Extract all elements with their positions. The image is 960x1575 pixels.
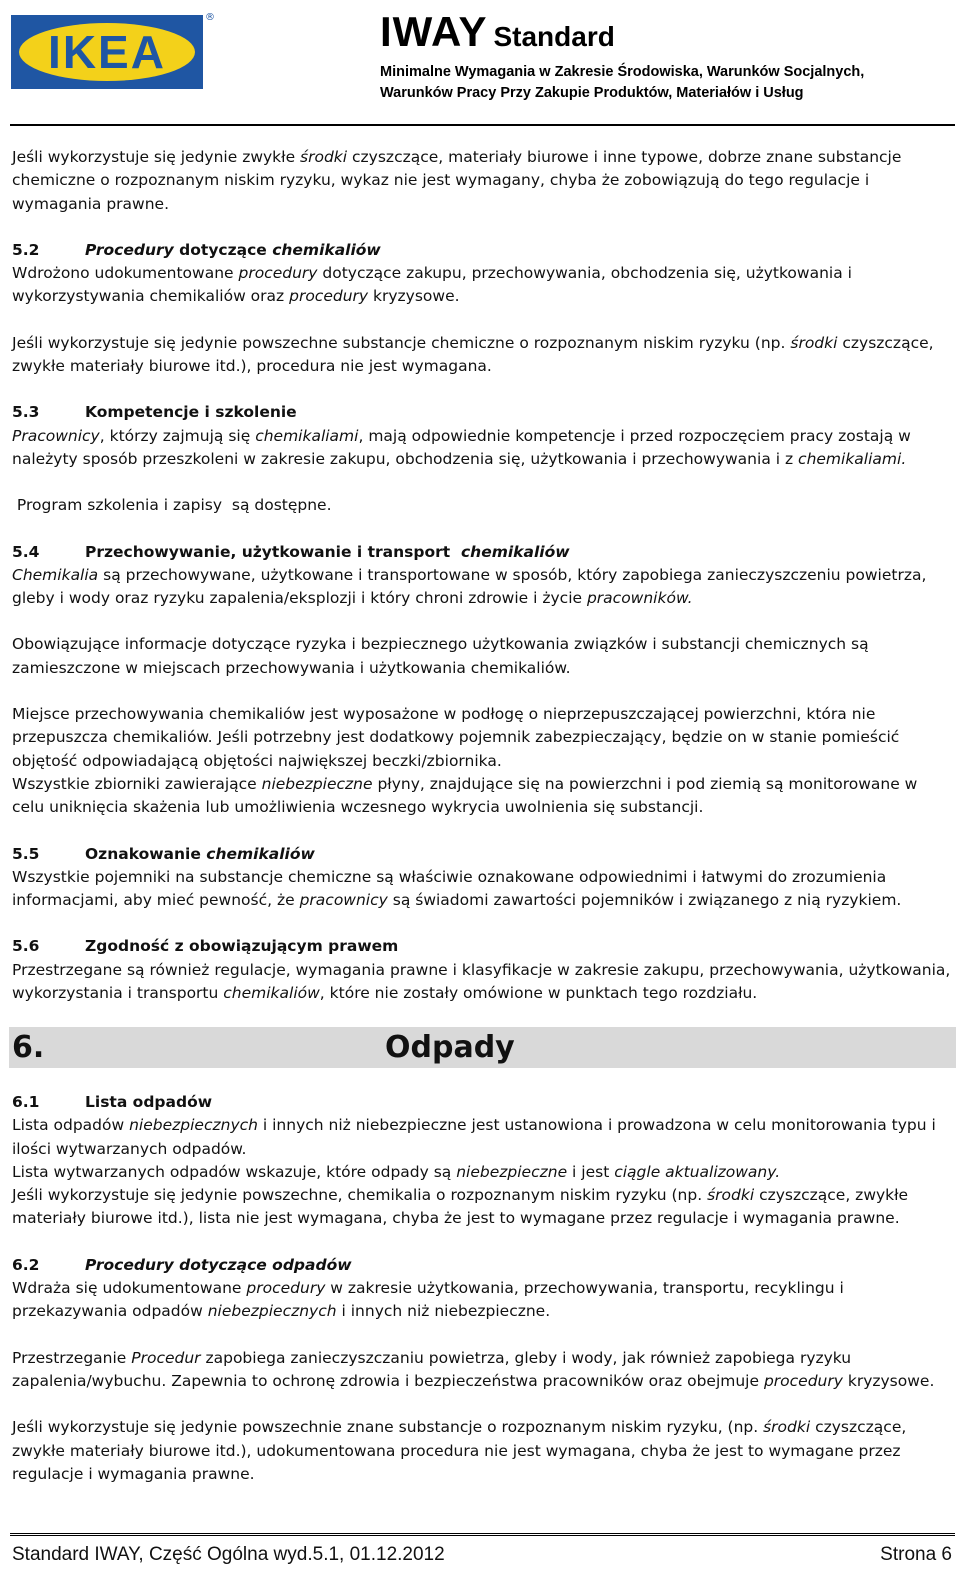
section-6-2-paragraph-2 (12, 1347, 952, 1394)
text-run: środki (790, 333, 838, 352)
text-run: , którzy zajmują się (99, 426, 256, 445)
text-run: Wszystkie pojemniki na substancje chemiczne są właściwie oznakowane odpowiednimi i łatwymi do zrozumienia informacjami, aby mieć pewność, że (12, 867, 887, 910)
text-run: Procedur (131, 1348, 201, 1367)
text-run: chemikaliami. (798, 449, 907, 468)
text-run: i innych niż niebezpieczne jest ustanowiona i prowadzona w celu monitorowania typu i ilości wytwarzanych odpadów. (12, 1116, 936, 1158)
text-run: Jeśli wykorzystuje się jedynie zwykłe (12, 148, 301, 166)
text-run: kryzysowe. (368, 287, 460, 306)
text-run: 5.3 (12, 403, 40, 422)
text-run: środki (707, 1186, 755, 1205)
text-run: chemikaliów (223, 984, 320, 1003)
paragraph-gap (12, 912, 952, 935)
registered-mark: ® (205, 12, 215, 23)
text-run: czyszczące, zwykłe materiały biurowe itd.), procedura nie jest wymagana. (12, 333, 934, 376)
footer-page-number: Strona 6 (880, 1544, 952, 1565)
text-run: dotyczące zakupu, przechowywania, obchodzenia się, użytkowania i wykorzystywania chemikaliów oraz (12, 264, 852, 306)
text-run: i jest (567, 1162, 615, 1181)
text-run: , które nie zostały omówione w punktach tego rozdziału. (319, 984, 758, 1003)
text-run: są przechowywane, użytkowane i transportowane w sposób, który zapobiega zanieczyszczeniu powietrza, gleby i wody oraz ryzyku zapalenia/eksplozji i który chroni zdrowie i życie (12, 565, 927, 608)
text-run: czyszczące, zwykłe materiały biurowe itd.), udokumentowana procedura nie jest wymagana, chyba że jest to wymagane przez regulacje i wymagania prawne. (12, 1418, 907, 1483)
text-run: procedury (763, 1371, 843, 1390)
section-5-4-paragraph-1 (12, 564, 952, 611)
subtitle-line-2: Warunków Pracy Przy Zakupie Produktów, Materiałów i Usług (380, 85, 804, 101)
text-run: Jeśli wykorzystuje się jedynie powszechne, chemikalia o rozpoznanym niskim ryzyku (np. (12, 1186, 708, 1205)
footer-document-info: Standard IWAY, Część Ogólna wyd.5.1, 01.12.2012 (12, 1544, 445, 1565)
paragraph-gap (12, 1393, 952, 1416)
document-title (380, 8, 615, 56)
text-run: 5.4 (12, 542, 40, 561)
text-run: dotyczące (173, 240, 273, 259)
text-run: Jeśli wykorzystuje się jedynie powszechne substancje chemiczne o rozpoznanym niskim ryzyku (np. (12, 333, 791, 352)
text-run: chemikaliów (272, 240, 381, 259)
section-5-2-paragraph-2 (12, 332, 952, 379)
paragraph-gap (12, 820, 952, 843)
text-run: Lista odpadów (85, 1093, 213, 1111)
header-divider (10, 124, 955, 126)
text-run: Pracownicy (12, 426, 100, 445)
text-run: , mają odpowiednie kompetencje i przed rozpoczęciem pracy zostają w należyty sposób przeszkoleni w zakresie zakupu, obchodzenia się, użytkowania i przechowywania i z (12, 426, 911, 468)
text-run: Wdraża się udokumentowane (12, 1279, 247, 1298)
text-run: procedury (238, 264, 318, 283)
intro-paragraph (12, 146, 952, 216)
text-run: Lista odpadów (12, 1116, 130, 1135)
title-suffix: Standard (493, 21, 615, 52)
text-run: chemikaliami (255, 426, 359, 445)
text-run: Przechowywanie, użytkowanie i transport (85, 542, 461, 561)
paragraph-gap (12, 1324, 952, 1347)
section-6-2-heading (12, 1254, 952, 1277)
text-run: niebezpiecznych (207, 1302, 337, 1321)
text-run: 6.2 (12, 1255, 40, 1274)
section-5-4-heading (12, 541, 952, 564)
text-run: Chemikalia (12, 565, 99, 584)
text-run: czyszczące, zwykłe materiały biurowe itd.), lista nie jest wymagana, chyba że jest to wymagane przez regulacje i wymagania prawne. (12, 1186, 909, 1228)
text-run: Wdrożono udokumentowane (12, 264, 239, 283)
text-run: chemikaliów (460, 542, 570, 561)
paragraph-gap (12, 518, 952, 541)
text-run: niebezpieczne (261, 774, 373, 793)
text-run: chemikaliów (206, 844, 315, 863)
text-run: środki (763, 1418, 811, 1437)
section-6-2-paragraph-3 (12, 1416, 952, 1486)
paragraph-gap (12, 680, 952, 703)
text-run: środki (300, 148, 348, 166)
text-run: dotyczące odpadów (173, 1255, 352, 1274)
section-5-4-paragraph-2: Obowiązujące informacje dotyczące ryzyka i bezpiecznego użytkowania związków i substancji chemicznych są zamieszczone w miejscach przechowywania i użytkowania chemikaliów. (12, 635, 869, 677)
text-run: Oznakowanie (85, 844, 207, 863)
chapter-6-banner (9, 1027, 956, 1068)
section-5-6-heading (12, 935, 952, 958)
text-run: zapobiega zanieczyszczaniu powietrza, gleby i wody, jak również zapobiega ryzyku zapalenia/wybuchu. Zapewnia to ochronę zdrowia i bezpieczeństwa pracowników oraz obejmuje (12, 1348, 852, 1390)
section-5-3-paragraph-2: Program szkolenia i zapisy są dostępne. (12, 496, 332, 515)
document-body (12, 146, 952, 1005)
page-footer (12, 1544, 952, 1566)
section-5-2-heading (12, 239, 952, 262)
text-run: w zakresie użytkowania, przechowywania, transportu, recyklingu i przekazywania odpadów (12, 1279, 844, 1321)
paragraph-gap (12, 378, 952, 401)
text-run: niebezpiecznych (129, 1116, 258, 1135)
paragraph-gap (12, 1231, 952, 1254)
section-6-1-paragraph-3 (12, 1184, 952, 1231)
title-main: IWAY (380, 8, 488, 55)
text-run: Jeśli wykorzystuje się jedynie powszechnie znane substancje o rozpoznanym niskim ryzyku, (np. (12, 1418, 764, 1437)
section-5-3-heading (12, 401, 952, 424)
text-run: Wszystkie zbiorniki zawierające (12, 774, 262, 793)
text-run: niebezpieczne (456, 1162, 568, 1181)
subtitle-line-1: Minimalne Wymagania w Zakresie Środowiska, Warunków Socjalnych, (380, 64, 865, 80)
chapter-title: Odpady (385, 1030, 515, 1065)
text-run: pracownicy (299, 891, 388, 910)
section-5-2-paragraph-1 (12, 262, 952, 309)
text-run: 5.6 (12, 937, 40, 956)
text-run: Kompetencje i szkolenie (85, 403, 297, 422)
text-run: Zgodność z obowiązującym prawem (85, 937, 399, 956)
section-5-3-paragraph-1 (12, 425, 952, 472)
text-run: ciągle aktualizowany. (614, 1162, 781, 1181)
text-run: pracowników. (586, 589, 693, 608)
section-5-5-paragraph-1 (12, 866, 952, 913)
paragraph-gap (12, 471, 952, 494)
ikea-logo (11, 15, 203, 89)
text-run: kryzysowe. (842, 1371, 935, 1390)
section-6-1-paragraph-2 (12, 1161, 952, 1184)
text-run: 5.2 (12, 240, 40, 259)
document-body-chapter-6 (12, 1091, 952, 1486)
paragraph-gap (12, 309, 952, 332)
chapter-number: 6. (12, 1030, 45, 1065)
document-subtitle (380, 62, 864, 104)
paragraph-gap (12, 610, 952, 633)
section-5-5-heading (12, 843, 952, 866)
section-5-6-paragraph-1 (12, 959, 952, 1006)
text-run: Lista wytwarzanych odpadów wskazuje, które odpady są (12, 1162, 457, 1181)
paragraph-gap (12, 216, 952, 239)
text-run: Procedury (85, 240, 174, 259)
section-5-4-paragraph-3: Miejsce przechowywania chemikaliów jest wyposażone w podłogę o nieprzepuszczającej powierzchni, która nie przepuszcza chemikaliów. Jeśli potrzebny jest dodatkowy pojemnik zabezpieczający, będzie on w stanie pomieścić objętość odpowiadającą objętości największej beczki/zbiornika. (12, 705, 900, 770)
page-header (0, 0, 960, 124)
text-run: płyny, znajdujące się na powierzchni i pod ziemią są monitorowane w celu uniknięcia skażenia lub umożliwienia wczesnego wykrycia uwolnienia się substancji. (12, 774, 918, 817)
text-run: czyszczące, materiały biurowe i inne typowe, dobrze znane substancje chemiczne o rozpoznanym niskim ryzyku, wykaz nie jest wymagany, chyba że zobowiązują do tego regulacje i wymagania prawne. (12, 148, 902, 213)
text-run: Przestrzegane są również regulacje, wymagania prawne i klasyfikacje w zakresie zakupu, przechowywania, użytkowania, wykorzystania i transportu (12, 960, 951, 1003)
section-6-1-heading (12, 1091, 952, 1114)
footer-divider (10, 1533, 955, 1538)
text-run: są świadomi zawartości pojemników i związanego z nią ryzykiem. (387, 891, 902, 910)
text-run: 6.1 (12, 1093, 40, 1111)
text-run: procedury (289, 287, 369, 306)
text-run: procedury (246, 1279, 326, 1298)
text-run: i innych niż niebezpieczne. (336, 1302, 551, 1321)
section-6-2-paragraph-1 (12, 1277, 952, 1324)
section-6-1-paragraph-1 (12, 1114, 952, 1161)
text-run: Przestrzeganie (12, 1348, 132, 1367)
logo-text: IKEA (48, 26, 166, 78)
text-run: Procedury (85, 1255, 174, 1274)
section-5-4-paragraph-4 (12, 773, 952, 820)
text-run: 5.5 (12, 844, 40, 863)
